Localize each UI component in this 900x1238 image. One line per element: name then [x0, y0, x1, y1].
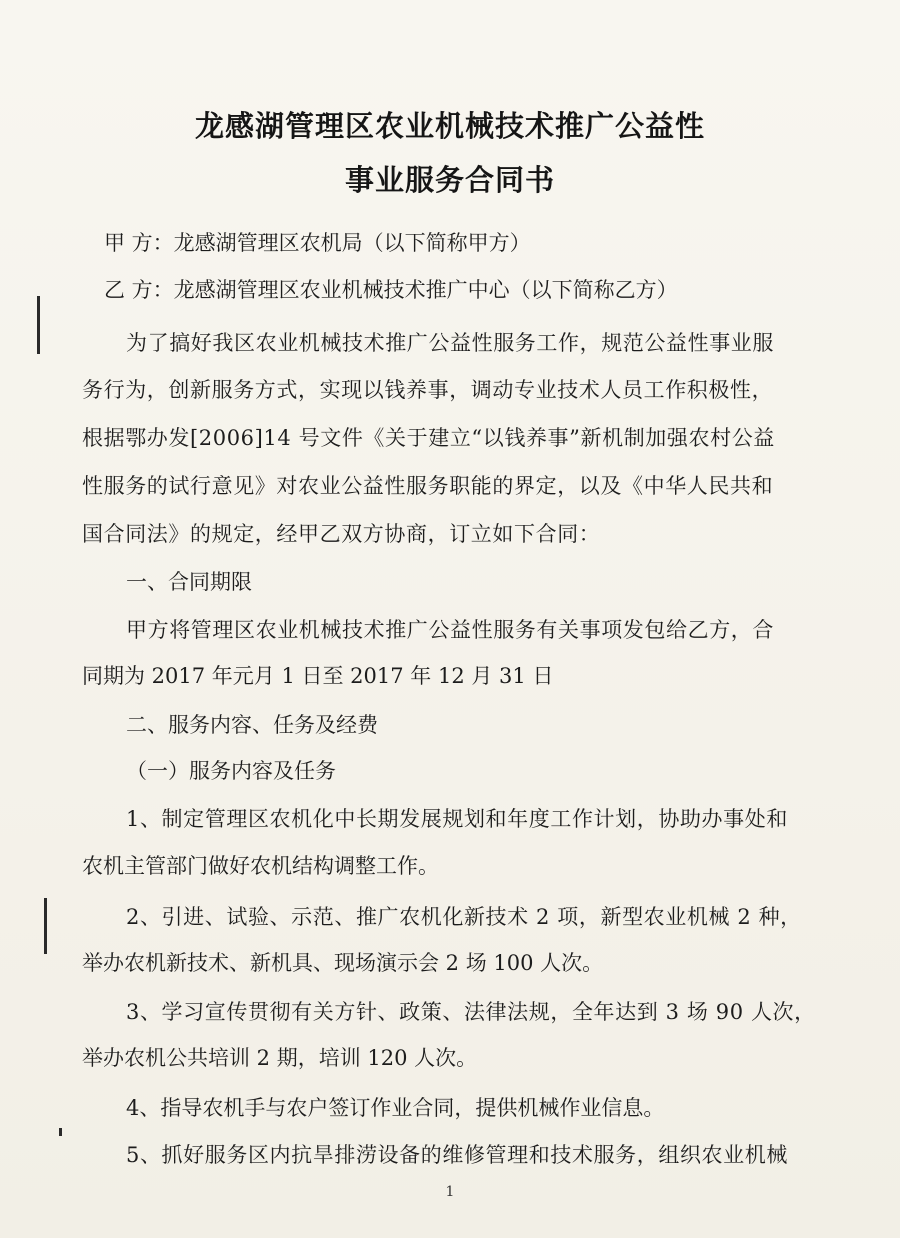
scan-mark-3 — [59, 1128, 62, 1136]
intro-line-4: 性服务的试行意见》对农业公益性服务职能的界定，以及《中华人民共和 — [82, 474, 774, 498]
item-5-line-1: 5、抓好服务区内抗旱排涝设备的维修管理和技术服务，组织农业机械 — [126, 1143, 788, 1167]
document-title-line-2: 事业服务合同书 — [344, 163, 555, 197]
scan-mark-2 — [44, 898, 47, 954]
intro-line-2: 务行为，创新服务方式，实现以钱养事，调动专业技术人员工作积极性， — [82, 378, 774, 402]
item-2-line-2: 举办农机新技术、新机具、现场演示会 2 场 100 人次。 — [82, 951, 604, 975]
scan-mark-1 — [37, 296, 40, 354]
party-a: 甲 方：龙感湖管理区农机局（以下简称甲方） — [104, 231, 531, 255]
page-number: 1 — [445, 1184, 455, 1200]
intro-line-1: 为了搞好我区农业机械技术推广公益性服务工作，规范公益性事业服 — [126, 331, 774, 355]
document-title-line-1: 龙感湖管理区农业机械技术推广公益性 — [194, 109, 705, 143]
party-b: 乙 方：龙感湖管理区农业机械技术推广中心（以下简称乙方） — [104, 278, 678, 302]
item-4-line-1: 4、指导农机手与农户签订作业合同，提供机械作业信息。 — [126, 1096, 665, 1120]
section-1-heading: 一、合同期限 — [126, 570, 252, 594]
intro-line-5: 国合同法》的规定，经甲乙双方协商，订立如下合同： — [82, 522, 601, 546]
section-1-body-line-1: 甲方将管理区农业机械技术推广公益性服务有关事项发包给乙方，合 — [126, 618, 774, 642]
item-3-line-2: 举办农机公共培训 2 期，培训 120 人次。 — [82, 1046, 478, 1070]
item-3-line-1: 3、学习宣传贯彻有关方针、政策、法律法规，全年达到 3 场 90 人次， — [126, 1000, 816, 1024]
intro-line-3: 根据鄂办发[2006]14 号文件《关于建立“以钱养事”新机制加强农村公益 — [82, 426, 775, 450]
item-1-line-1: 1、制定管理区农机化中长期发展规划和年度工作计划，协助办事处和 — [126, 807, 788, 831]
section-2-subheading: （一）服务内容及任务 — [126, 759, 336, 783]
item-2-line-1: 2、引进、试验、示范、推广农机化新技术 2 项，新型农业机械 2 种， — [126, 905, 802, 929]
section-2-heading: 二、服务内容、任务及经费 — [126, 713, 378, 737]
item-1-line-2: 农机主管部门做好农机结构调整工作。 — [82, 854, 439, 878]
section-1-body-line-2: 同期为 2017 年元月 1 日至 2017 年 12 月 31 日 — [82, 664, 554, 688]
